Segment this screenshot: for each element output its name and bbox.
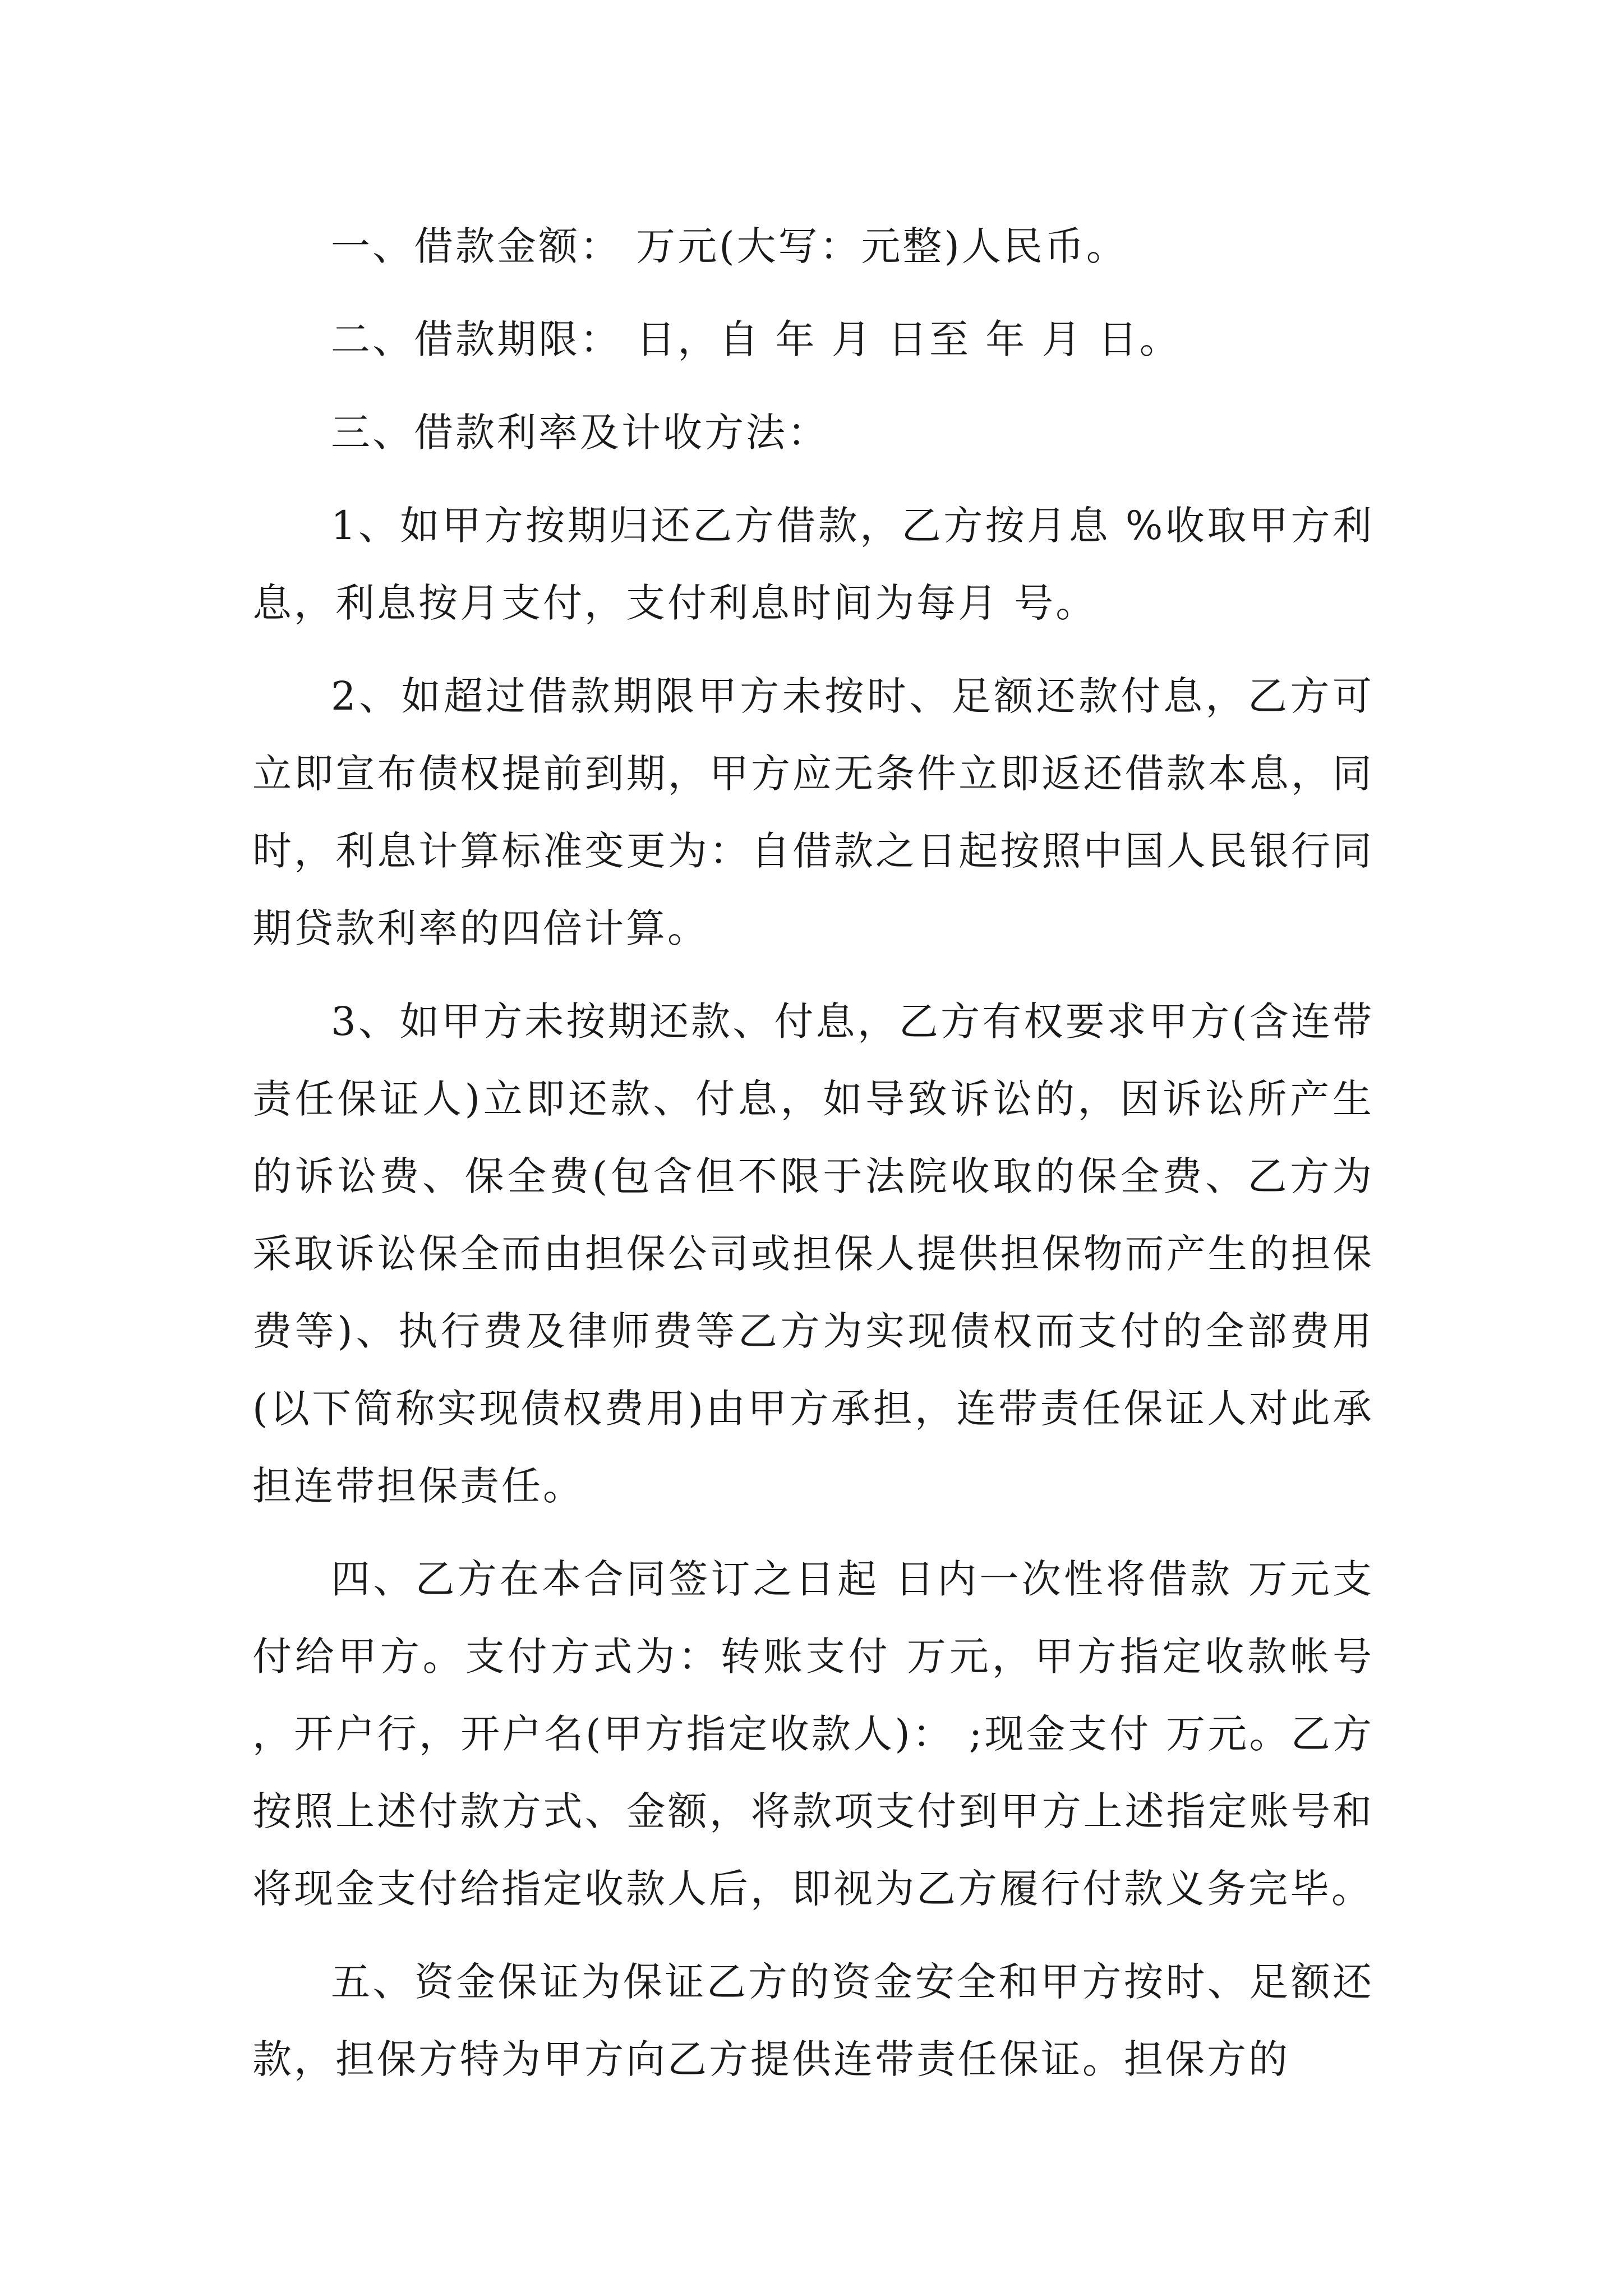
clause-payment: 四、乙方在本合同签订之日起 日内一次性将借款 万元支付给甲方。支付方式为：转账支付 万元，甲方指定收款帐号 ，开户行，开户名(甲方指定收款人)： ;现金支付 万元。乙方按照上述付款方式、金额，将款项支付到甲方上述指定账号和将现金支付给指定收款人后，即视为乙方履行付款义务完毕。 [252, 1556, 1374, 1912]
clause-loan-amount: 一、借款金额： 万元(大写：元整)人民币。 [331, 223, 1128, 269]
clause-loan-term: 二、借款期限： 日，自 年 月 日至 年 月 日。 [331, 316, 1181, 362]
clause-guarantee: 五、资金保证为保证乙方的资金安全和甲方按时、足额还款，担保方特为甲方向乙方提供连带责任保证。担保方的 [252, 1959, 1374, 2082]
clause-interest-item-2: 2、如超过借款期限甲方未按时、足额还款付息，乙方可立即宣布债权提前到期，甲方应无条件立即返还借款本息，同时，利息计算标准变更为：自借款之日起按照中国人民银行同期贷款利率的四倍计算。 [252, 673, 1374, 951]
clause-interest-item-1: 1、如甲方按期归还乙方借款，乙方按月息 %收取甲方利息，利息按月支付，支付利息时间为每月 号。 [252, 503, 1374, 626]
document-body [252, 208, 1374, 2114]
clause-interest-heading: 三、借款利率及计收方法： [331, 409, 829, 455]
clause-interest-item-3: 3、如甲方未按期还款、付息，乙方有权要求甲方(含连带责任保证人)立即还款、付息，如导致诉讼的，因诉讼所产生的诉讼费、保全费(包含但不限于法院收取的保全费、乙方为采取诉讼保全而由担保公司或担保人提供担保物而产生的担保费等)、执行费及律师费等乙方为实现债权而支付的全部费用(以下简称实现债权费用)由甲方承担，连带责任保证人对此承担连带担保责任。 [252, 999, 1374, 1509]
